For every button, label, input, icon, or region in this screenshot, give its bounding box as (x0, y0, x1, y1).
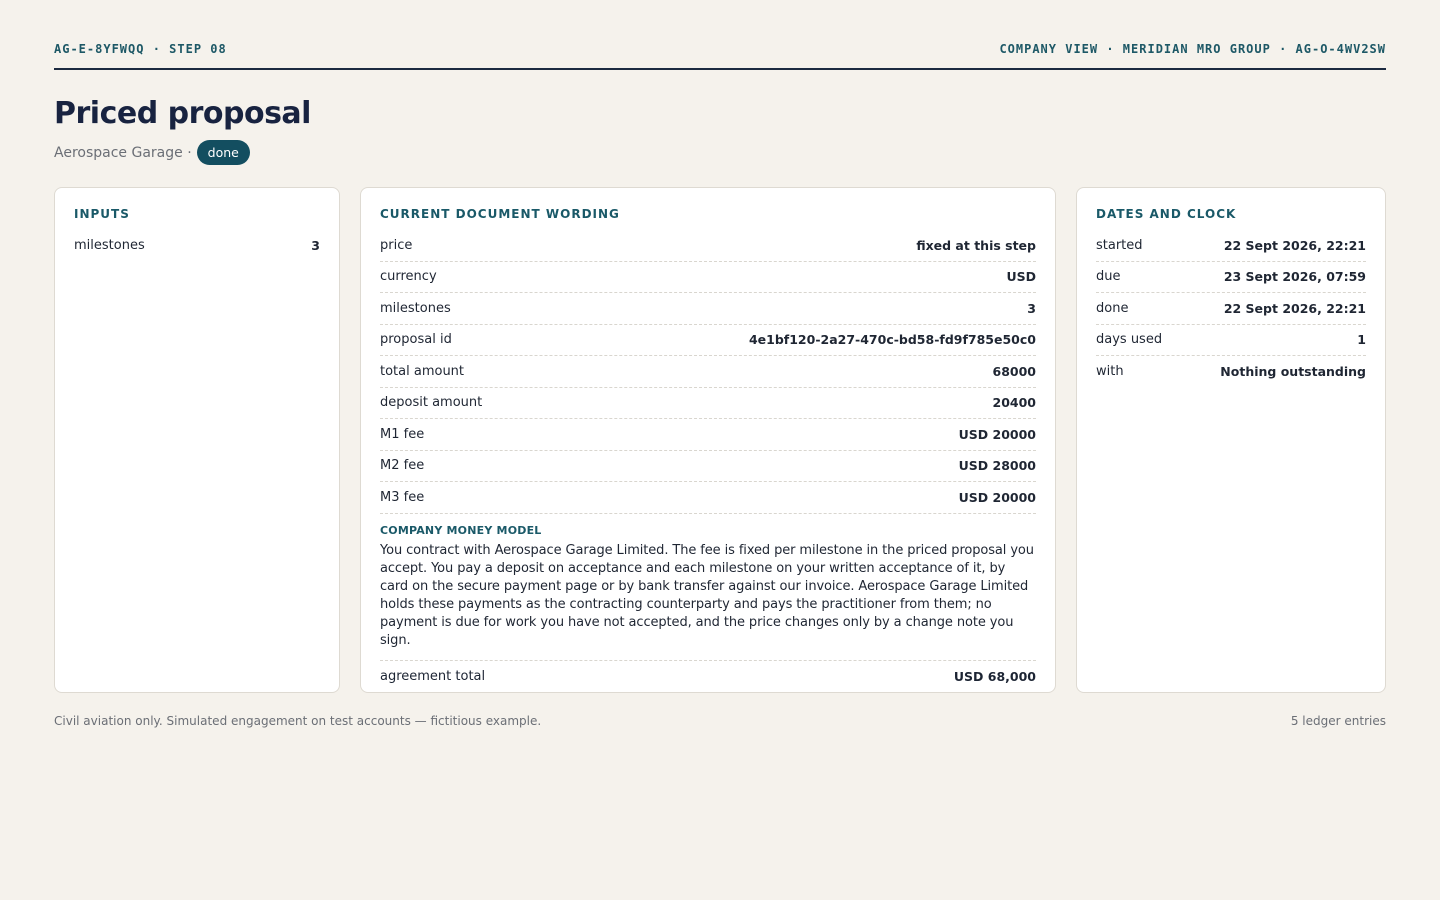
dates-row-label: started (1096, 237, 1143, 253)
money-model-text: You contract with Aerospace Garage Limited. The fee is fixed per milestone in the priced proposal you accept. You pay a deposit on acceptance and each milestone on your written acceptance of it, by card on the secure payment page or by bank transfer against our invoice. Aerospace Garage Limited holds these payments as the contracting counterparty and pays the practitioner from them; no payment is due for work you have not accepted, and the price changes only by a change note you sign. (380, 542, 1036, 661)
inputs-row-label: milestones (74, 238, 145, 254)
wording-row-label: currency (380, 269, 437, 285)
document-wording-card (360, 187, 1056, 693)
dates-row-value: 23 Sept 2026, 07:59 (1223, 269, 1366, 285)
wording-row (380, 356, 1036, 388)
wording-row (380, 325, 1036, 357)
wording-row (380, 293, 1036, 325)
wording-row-label: price (380, 237, 413, 253)
footer-disclaimer: Civil aviation only. Simulated engagement on test accounts — fictitious example. (54, 714, 542, 728)
wording-row-label: total amount (380, 363, 465, 379)
wording-row-value: USD 20000 (958, 426, 1036, 442)
wording-row-label: M3 fee (380, 489, 425, 505)
wording-row (380, 230, 1036, 262)
wording-row-value: fixed at this step (916, 237, 1036, 253)
wording-row-value: USD 28000 (958, 458, 1036, 474)
wording-row-label: M2 fee (380, 458, 425, 474)
company-view-label: COMPANY VIEW · MERIDIAN MRO GROUP · AG-O-4WV2SW (999, 42, 1386, 56)
wording-card-title: CURRENT DOCUMENT WORDING (380, 207, 620, 221)
dates-row-value: 22 Sept 2026, 22:21 (1223, 237, 1366, 253)
dates-row-label: done (1096, 300, 1129, 316)
wording-row-value: 68000 (992, 363, 1036, 379)
inputs-row (74, 230, 320, 262)
dates-row-label: with (1096, 364, 1124, 380)
page-title: Priced proposal (54, 96, 311, 131)
page-subtitle (54, 140, 250, 165)
dates-row (1096, 356, 1366, 388)
engagement-step-id: AG-E-8YFWQQ · STEP 08 (54, 42, 227, 56)
wording-row (380, 419, 1036, 451)
dates-row (1096, 262, 1366, 294)
wording-row-label: proposal id (380, 332, 452, 348)
ledger-entries-count: 5 ledger entries (1290, 714, 1386, 728)
wording-row (380, 482, 1036, 514)
dates-row (1096, 325, 1366, 357)
wording-row-label: M1 fee (380, 426, 425, 442)
agreement-total-label: agreement total (380, 668, 486, 684)
subtitle-text: Aerospace Garage · (54, 144, 192, 161)
wording-row-value: 20400 (992, 395, 1036, 411)
dates-clock-card (1076, 187, 1386, 693)
agreement-total-value: USD 68,000 (953, 668, 1036, 684)
dates-row-label: due (1096, 269, 1121, 285)
dates-row-label: days used (1096, 332, 1163, 348)
wording-row-value: 4e1bf120-2a27-470c-bd58-fd9f785e50c0 (748, 332, 1036, 348)
wording-row-value: USD 20000 (958, 489, 1036, 505)
inputs-card-title: INPUTS (74, 207, 130, 221)
agreement-total-row (380, 661, 1036, 692)
wording-row (380, 451, 1036, 483)
top-bar (54, 40, 1386, 70)
money-model-title: COMPANY MONEY MODEL (380, 523, 542, 537)
wording-row-label: milestones (380, 300, 451, 316)
inputs-card (54, 187, 340, 693)
dates-card-title: DATES AND CLOCK (1096, 207, 1237, 221)
inputs-row-value: 3 (311, 238, 320, 254)
status-badge: done (197, 140, 250, 165)
dates-row-value: 1 (1357, 332, 1366, 348)
wording-row-value: 3 (1027, 300, 1036, 316)
dates-row-value: Nothing outstanding (1220, 364, 1366, 380)
dates-row-value: 22 Sept 2026, 22:21 (1223, 300, 1366, 316)
wording-row (380, 388, 1036, 420)
dates-row (1096, 230, 1366, 262)
wording-row-label: deposit amount (380, 395, 483, 411)
dates-row (1096, 293, 1366, 325)
wording-row (380, 262, 1036, 294)
wording-row-value: USD (1006, 269, 1036, 285)
